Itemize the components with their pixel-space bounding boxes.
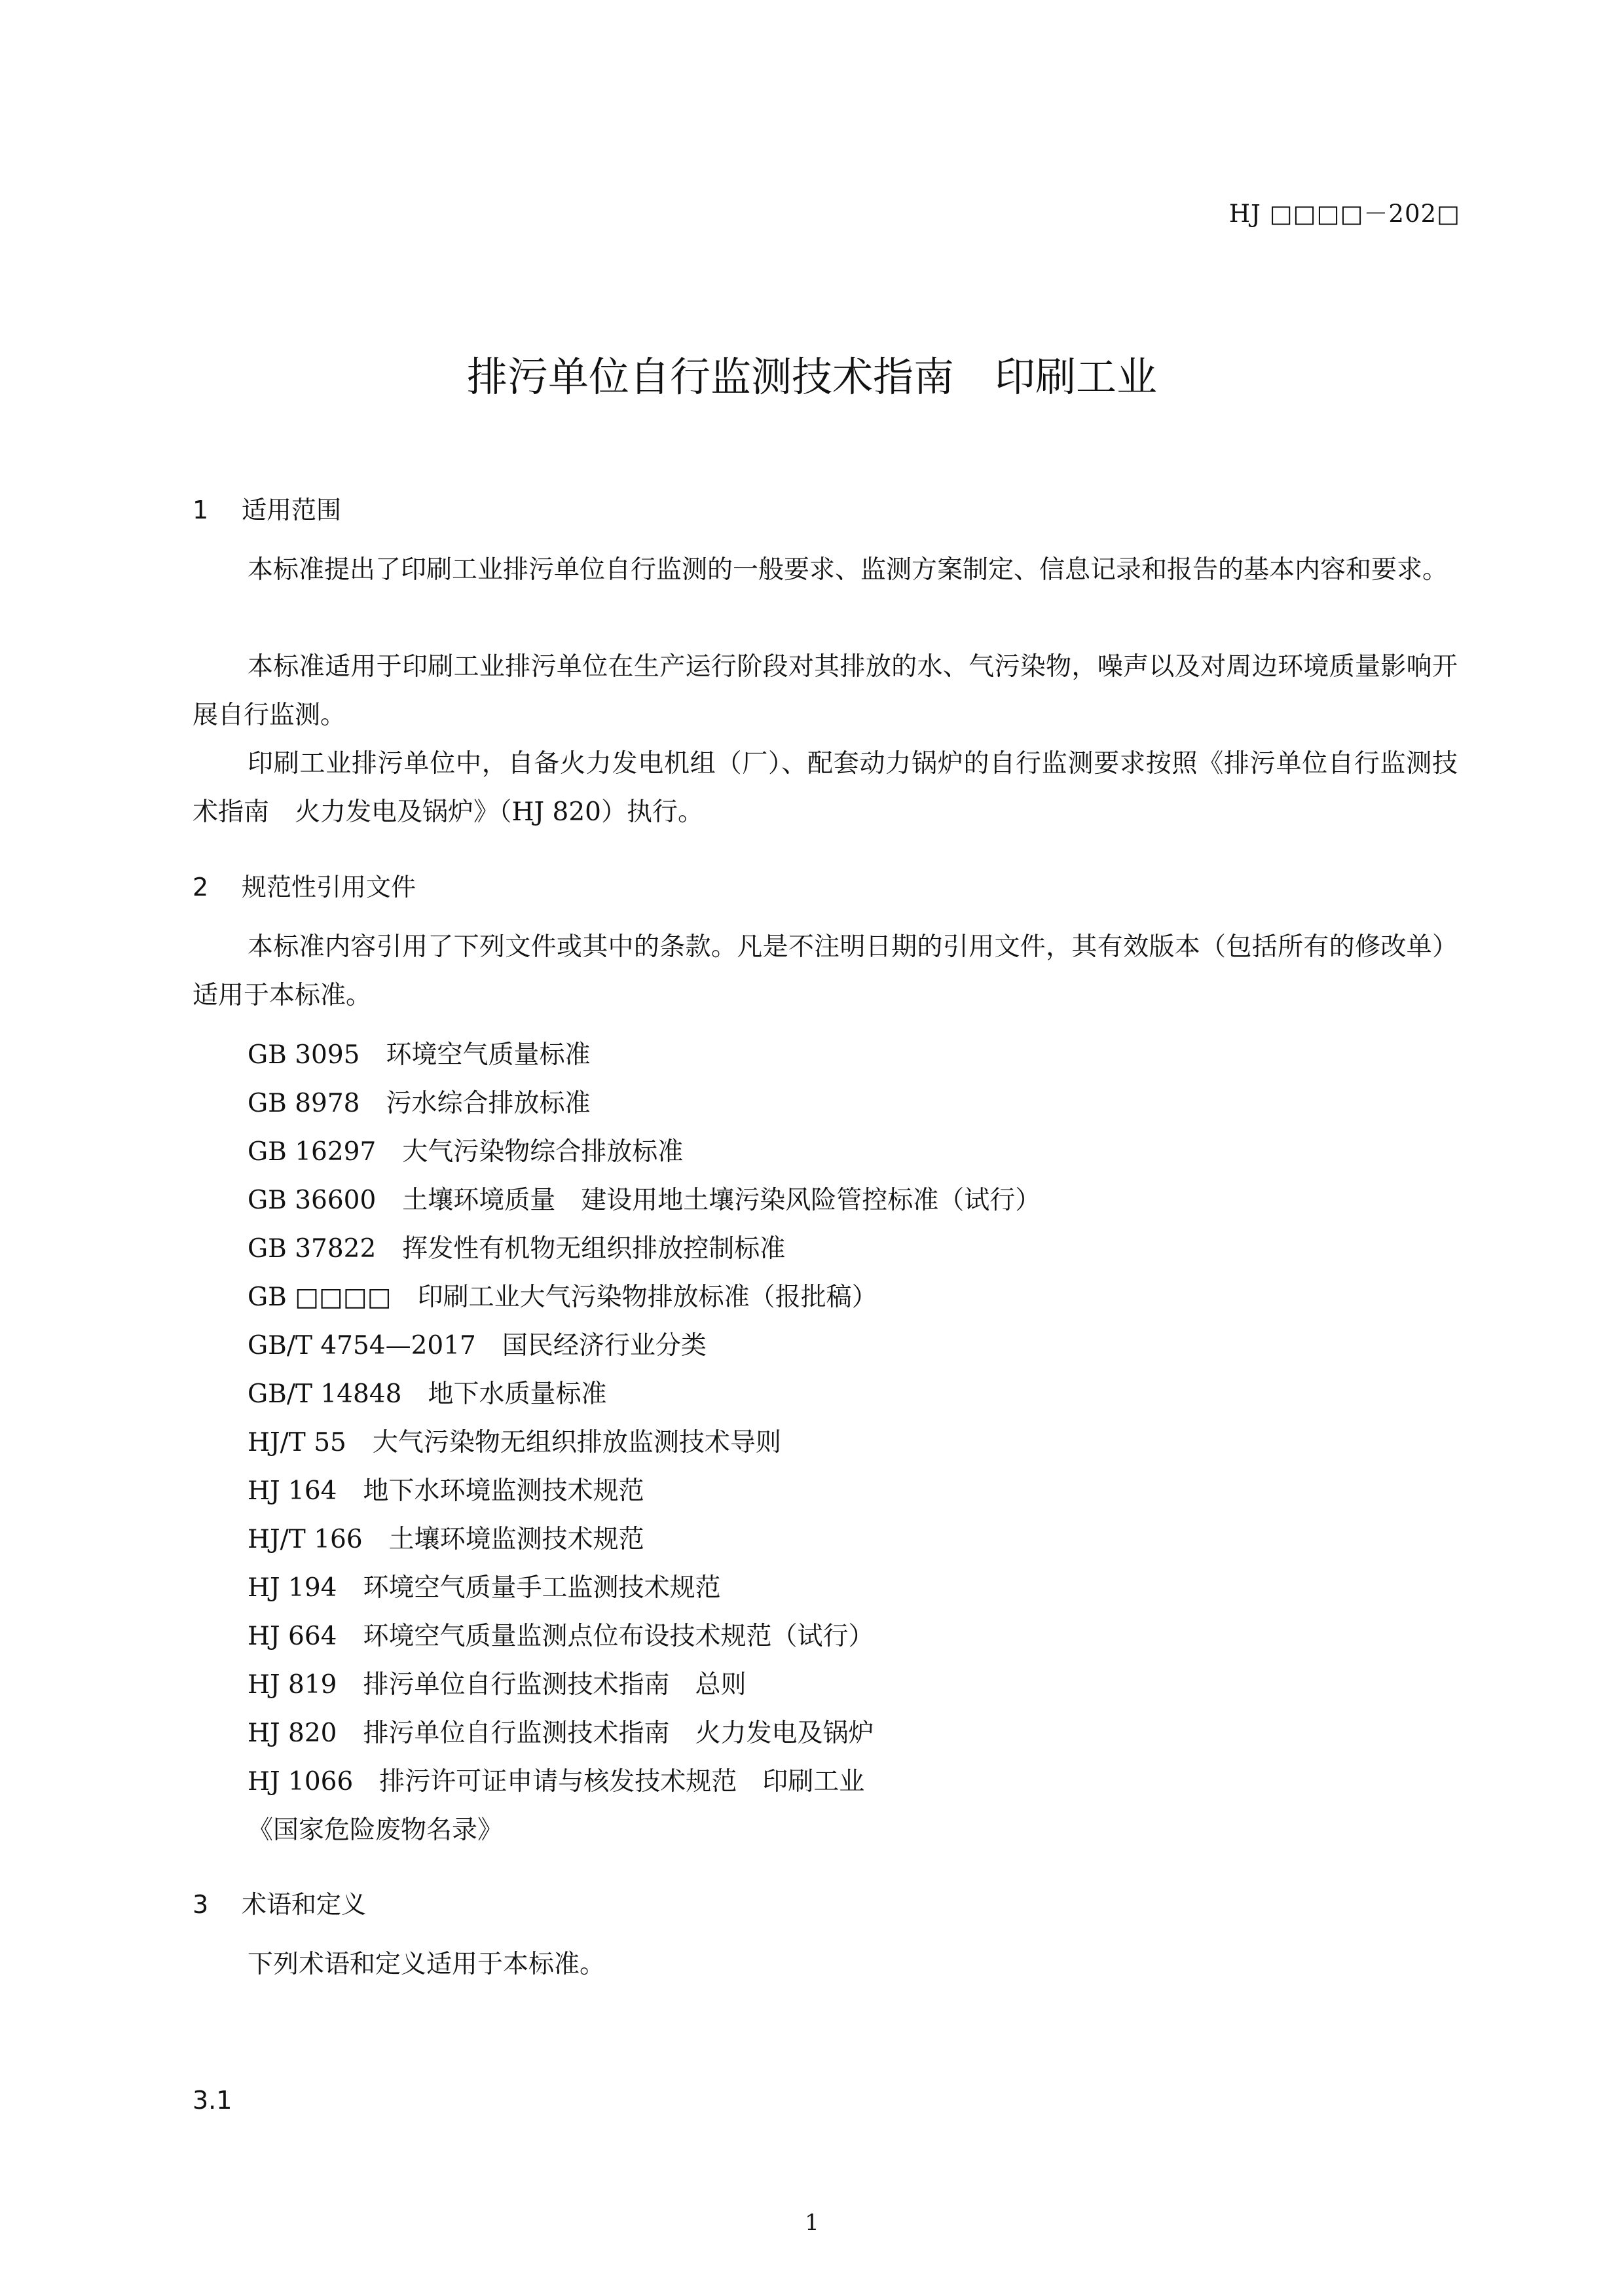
section-heading-2 [193,867,416,903]
paragraph-references-intro: 本标准内容引用了下列文件或其中的条款。凡是不注明日期的引用文件，其有效版本（包括所有的修改单）适用于本标准。 [193,932,1458,1010]
reference-title: 国民经济行业分类 [502,1331,707,1360]
reference-code: HJ 164 [248,1476,337,1506]
reference-item [248,1034,590,1071]
reference-code: GB 8978 [248,1089,360,1118]
reference-title: 印刷工业大气污染物排放标准（报批稿） [417,1283,877,1312]
reference-code: GB/T 14848 [248,1379,402,1409]
section-heading-1 [193,490,341,526]
document-code: HJ □□□□－202□ [1228,200,1460,228]
page-number: 1 [805,2210,819,2236]
reference-item [248,1131,683,1168]
reference-item [248,1713,874,1749]
reference-item [248,1470,644,1507]
reference-code: GB 16297 [248,1137,377,1167]
reference-title: 挥发性有机物无组织排放控制标准 [402,1234,786,1264]
reference-item [248,1761,864,1798]
reference-code: GB 3095 [248,1040,360,1070]
reference-title: 土壤环境质量 建设用地土壤污染风险管控标准（试行） [402,1186,1041,1215]
reference-code: HJ 1066 [248,1767,354,1796]
reference-item [248,1664,747,1701]
document-title: 排污单位自行监测技术指南 印刷工业 [466,353,1157,401]
reference-title: 地下水环境监测技术规范 [363,1476,644,1506]
reference-item [248,1374,606,1410]
reference-code: HJ 820 [248,1719,337,1748]
reference-item [248,1616,874,1652]
reference-item [248,1325,707,1362]
reference-code: HJ 664 [248,1622,337,1651]
reference-item [248,1277,877,1313]
paragraph-scope-1: 本标准提出了印刷工业排污单位自行监测的一般要求、监测方案制定、信息记录和报告的基本内容和要求。 [248,555,1449,585]
reference-code: HJ 819 [248,1670,337,1700]
reference-code: GB 37822 [248,1234,377,1264]
reference-code: HJ/T 166 [248,1525,363,1554]
reference-title: 排污许可证申请与核发技术规范 印刷工业 [379,1767,865,1796]
reference-item [248,1810,503,1846]
reference-item [248,1180,1041,1216]
section-title: 术语和定义 [242,1890,367,1919]
section-title: 规范性引用文件 [242,873,416,902]
reference-code: GB 36600 [248,1186,377,1215]
section-heading-3 [193,1884,366,1920]
paragraph-terms-intro: 下列术语和定义适用于本标准。 [248,1950,606,1979]
reference-item [248,1519,644,1556]
reference-code: HJ/T 55 [248,1428,346,1457]
section-number: 1 [193,496,209,524]
reference-title: 大气污染物综合排放标准 [402,1137,684,1167]
reference-item [248,1083,590,1120]
reference-title: 排污单位自行监测技术指南 火力发电及锅炉 [363,1719,874,1748]
reference-title: 环境空气质量监测点位布设技术规范（试行） [363,1622,874,1651]
section-number: 2 [193,873,209,902]
reference-title: 大气污染物无组织排放监测技术导则 [372,1428,781,1457]
paragraph-scope-3: 印刷工业排污单位中，自备火力发电机组（厂）、配套动力锅炉的自行监测要求按照《排污单位自行监测技术指南 火力发电及锅炉》（HJ 820）执行。 [193,749,1458,827]
reference-code: GB/T 4754—2017 [248,1331,476,1360]
reference-title: 《国家危险废物名录》 [248,1815,504,1845]
reference-title: 排污单位自行监测技术指南 总则 [363,1670,747,1700]
reference-title: 环境空气质量手工监测技术规范 [363,1573,721,1603]
reference-item [248,1422,781,1459]
reference-code: GB □□□□ [248,1283,392,1312]
reference-code: HJ 194 [248,1573,337,1603]
reference-title: 污水综合排放标准 [386,1089,591,1118]
reference-item [248,1228,785,1265]
subsection-number: 3.1 [193,2086,232,2115]
paragraph-scope-2: 本标准适用于印刷工业排污单位在生产运行阶段对其排放的水、气污染物，噪声以及对周边环境质量影响开展自行监测。 [193,652,1458,730]
reference-title: 环境空气质量标准 [386,1040,591,1070]
section-title: 适用范围 [242,496,342,524]
section-number: 3 [193,1890,209,1919]
reference-item [248,1567,721,1604]
reference-title: 地下水质量标准 [428,1379,607,1409]
reference-title: 土壤环境监测技术规范 [388,1525,644,1554]
